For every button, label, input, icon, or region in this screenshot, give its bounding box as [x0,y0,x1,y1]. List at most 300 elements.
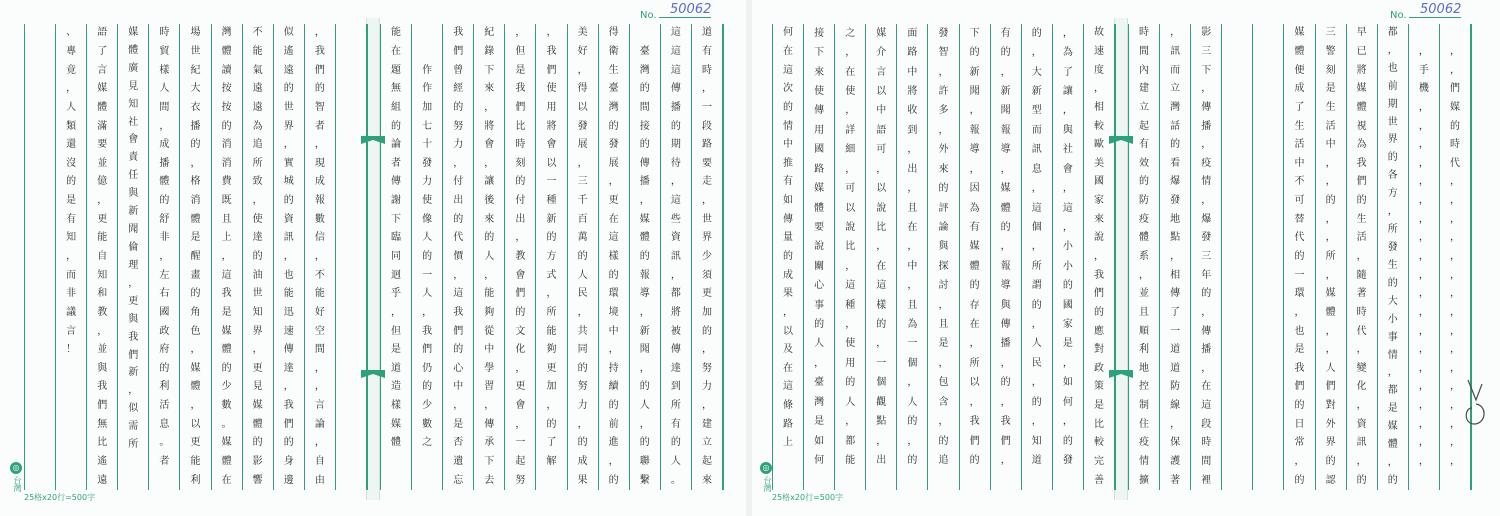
manuscript-cell: 在 [845,66,856,78]
manuscript-cell: 且 [938,319,949,331]
manuscript-cell: 億 [97,176,108,188]
manuscript-cell: 者 [314,120,325,132]
manuscript-cell [336,434,366,453]
manuscript-cell: 息 [159,418,170,430]
manuscript-cell [25,341,55,360]
manuscript-column [835,24,866,490]
manuscript-cell: 中 [783,139,794,151]
manuscript-cell: 這 [608,232,619,244]
manuscript-cell: 聯 [639,456,650,468]
manuscript-cell: 體 [1000,202,1011,214]
manuscript-cell: 環 [608,288,619,300]
manuscript-column [1222,24,1253,490]
manuscript-cell: 生 [1325,101,1336,113]
manuscript-column [630,24,661,490]
manuscript-cell: 新 [546,213,557,225]
manuscript-cell [1253,304,1283,323]
manuscript-cell: ， [1031,377,1042,389]
manuscript-cell: 播 [639,176,650,188]
manuscript-cell [25,434,55,453]
manuscript-cell: 條 [783,400,794,412]
manuscript-cell: 媒 [1387,421,1398,433]
manuscript-cell: 如 [1062,377,1073,389]
manuscript-cell: 的 [484,232,495,244]
manuscript-cell: 報 [1000,124,1011,136]
manuscript-cell: 從 [484,325,495,337]
manuscript-cell: 的 [907,454,918,466]
manuscript-cell: 的 [1387,152,1398,164]
manuscript-cell: ， [1449,232,1460,244]
manuscript-cell: ， [783,306,794,318]
manuscript-cell: ， [484,157,495,169]
manuscript-cell: 不 [1294,176,1305,188]
manuscript-cell: 家 [1093,195,1104,207]
manuscript-cell: 下 [391,213,402,225]
manuscript-cell: 各 [1387,170,1398,182]
manuscript-cell: 果 [783,288,794,300]
manuscript-cell: 傳 [1000,319,1011,331]
manuscript-cell: 的 [577,437,588,449]
manuscript-cell [25,322,55,341]
manuscript-cell: 聞 [1000,105,1011,117]
grid-size-label: 25格x20行=500字 [24,493,96,502]
manuscript-cell: 細 [845,144,856,156]
manuscript-column [1191,24,1222,490]
manuscript-column [87,24,118,490]
manuscript-cell: 氣 [252,64,263,76]
manuscript-cell: 媒 [128,26,139,38]
manuscript-cell: ， [1325,232,1336,244]
manuscript-cell: 更 [608,195,619,207]
manuscript-cell [25,285,55,304]
manuscript-cell: ， [1031,241,1042,253]
manuscript-cell: 的 [639,381,650,393]
manuscript-cell: 的 [783,251,794,262]
manuscript-cell: 社 [128,116,139,128]
manuscript-cell: 使 [814,85,825,97]
manuscript-cell: ， [453,157,464,169]
manuscript-cell: 爆 [1201,213,1212,225]
manuscript-cell: 自 [314,456,325,468]
manuscript-cell [1253,43,1283,62]
manuscript-cell: 者 [391,157,402,169]
manuscript-cell: 中 [453,381,464,393]
manuscript-column [536,24,567,490]
manuscript-cell: 們 [128,349,139,361]
manuscript-cell [336,43,366,62]
manuscript-cell [381,471,411,490]
manuscript-cell: 利 [190,474,201,486]
manuscript-cell: 道 [1170,344,1181,356]
manuscript-cell: ， [1418,306,1429,318]
manuscript-cell: ， [938,416,949,428]
manuscript-cell: 防 [1139,195,1150,207]
manuscript-cell: 所 [670,400,681,412]
manuscript-cell: 的 [1294,400,1305,412]
manuscript-cell: 對 [1325,400,1336,412]
manuscript-cell: 播 [670,101,681,113]
manuscript-cell: 這 [670,64,681,76]
manuscript-cell: 社 [1062,144,1073,156]
manuscript-cell: ， [1356,456,1367,468]
manuscript-cell: ， [1449,456,1460,468]
manuscript-cell: 資 [670,232,681,244]
manuscript-cell: 的 [907,416,918,428]
manuscript-cell: 由 [314,474,325,486]
manuscript-cell: 十 [422,139,433,151]
manuscript-cell: 力 [701,381,712,393]
manuscript-cell: 以 [546,157,557,169]
manuscript-cell: ， [1418,213,1429,225]
manuscript-cell: 立 [1139,101,1150,113]
manuscript-cell: 播 [190,120,201,132]
manuscript-cell: 歐 [1093,139,1104,151]
manuscript-cell [25,117,55,136]
manuscript-cell: 少 [422,400,433,412]
manuscript-cell: 點 [1170,232,1181,244]
manuscript-cell: 速 [283,325,294,337]
manuscript-cell: 小 [1062,241,1073,253]
manuscript-cell: 夠 [546,344,557,356]
manuscript-cell: 是 [814,416,825,428]
manuscript-cell: 的 [283,83,294,95]
manuscript-cell: 解 [546,456,557,468]
manuscript-cell [1253,471,1283,490]
manuscript-cell: 的 [252,251,263,262]
manuscript-cell: 自 [97,251,108,262]
manuscript-cell: 場 [190,27,201,39]
manuscript-cell [336,117,366,136]
manuscript-cell: ， [1325,269,1336,281]
manuscript-cell: 媒 [969,241,980,253]
manuscript-cell: ， [969,163,980,175]
manuscript-cell: 遺 [453,456,464,468]
manuscript-cell: 努 [515,474,526,486]
manuscript-cell: 續 [608,381,619,393]
manuscript-column [149,24,180,490]
grid-size-label: 25格x20行=500字 [772,493,844,502]
manuscript-cell: 都 [670,288,681,300]
manuscript-cell: 要 [701,157,712,169]
manuscript-cell: 習 [484,381,495,393]
manuscript-cell: 達 [283,362,294,374]
manuscript-cell: 播 [1201,344,1212,356]
manuscript-cell: 情 [783,120,794,132]
manuscript-cell: ， [608,344,619,356]
manuscript-cell: 體 [190,381,201,393]
manuscript-cell: ， [577,64,588,76]
manuscript-cell: 一 [876,357,887,369]
manuscript-cell: 我 [453,27,464,39]
manuscript-cell: 這 [1031,202,1042,214]
brand-label: 台灣 [13,476,22,492]
manuscript-cell: 能 [97,232,108,244]
manuscript-cell: 政 [1093,362,1104,374]
manuscript-cell [336,453,366,472]
manuscript-cell: 在 [907,221,918,233]
manuscript-cell: 按 [221,101,232,113]
manuscript-cell: 變 [1356,362,1367,374]
manuscript-cell: 知 [97,269,108,281]
manuscript-cell [1253,210,1283,229]
manuscript-cell: 有 [1139,139,1150,151]
manuscript-cell: 控 [1139,381,1150,393]
manuscript-cell: 個 [907,357,918,369]
manuscript-cell: 也 [283,269,294,281]
manuscript-cell: 情 [1139,456,1150,468]
manuscript-cell: 路 [907,47,918,59]
manuscript-cell: 活 [1356,232,1367,244]
manuscript-cell: 中 [484,344,495,356]
manuscript-cell: ， [938,66,949,78]
manuscript-cell: ， [1000,163,1011,175]
manuscript-cell: 化 [515,344,526,356]
manuscript-cell: 因 [969,183,980,195]
manuscript-cell: 言 [314,400,325,412]
manuscript-cell [866,471,896,490]
manuscript-cell: 中 [907,260,918,272]
manuscript-cell: 言 [66,325,77,337]
manuscript-cell: 善 [1093,474,1104,486]
manuscript-cell: 論 [391,139,402,151]
manuscript-cell [25,24,55,43]
manuscript-cell: 評 [938,202,949,214]
manuscript-cell: ， [1418,381,1429,393]
manuscript-cell: 國 [1062,299,1073,311]
manuscript-cell [1222,210,1252,229]
manuscript-cell [336,154,366,173]
manuscript-cell: 身 [283,456,294,468]
manuscript-cell: 的 [577,251,588,262]
manuscript-cell: 這 [1201,400,1212,412]
manuscript-cell: 還 [66,139,77,151]
manuscript-cell: 了 [1062,66,1073,78]
manuscript-cell: 見 [128,80,139,92]
manuscript-cell: 探 [938,260,949,272]
manuscript-cell: 知 [252,306,263,318]
manuscript-column [305,24,336,490]
manuscript-cell: 果 [577,474,588,486]
manuscript-cell: 傳 [670,344,681,356]
manuscript-cell [412,24,442,43]
manuscript-cell: 同 [391,251,402,262]
manuscript-cell: 面 [907,27,918,39]
manuscript-cell: 們 [422,344,433,356]
manuscript-cell: 之 [845,27,856,39]
manuscript-cell: ， [1449,437,1460,449]
manuscript-cell: ， [876,435,887,447]
manuscript-cell: 發 [577,120,588,132]
manuscript-cell [1253,24,1283,43]
manuscript-cell: ， [1170,27,1181,39]
manuscript-cell: 時 [701,64,712,76]
manuscript-cell: 話 [1170,120,1181,132]
manuscript-cell: 認 [1325,474,1336,486]
manuscript-cell: 以 [969,377,980,389]
manuscript-cell: 響 [252,474,263,486]
manuscript-cell: 需 [128,421,139,433]
manuscript-cell: 用 [814,124,825,136]
manuscript-cell: 紀 [190,64,201,76]
manuscript-cell: 體 [221,344,232,356]
manuscript-cell: 著 [1170,474,1181,486]
manuscript-cell: 討 [938,280,949,292]
manuscript-cell: 同 [577,344,588,356]
manuscript-column [243,24,274,490]
manuscript-cell: 以 [190,418,201,430]
manuscript-cell: 舒 [159,213,170,225]
manuscript-cell: 衣 [190,101,201,113]
manuscript-cell: 知 [66,232,77,244]
manuscript-column [443,24,474,490]
manuscript-cell: 些 [670,213,681,225]
manuscript-cell: 是 [190,232,201,244]
manuscript-cell: ， [969,396,980,408]
manuscript-cell: 傳 [670,83,681,95]
manuscript-cell: 且 [221,213,232,225]
manuscript-cell: 是 [515,64,526,76]
manuscript-cell: 的 [1000,221,1011,233]
manuscript-cell: 期 [670,139,681,151]
manuscript-cell: 何 [1062,396,1073,408]
manuscript-cell: 與 [97,362,108,374]
manuscript-cell: 了 [1170,306,1181,318]
manuscript-cell: 這 [1062,202,1073,214]
manuscript-cell: 的 [422,381,433,393]
manuscript-cell: 許 [938,85,949,97]
manuscript-cell: 的 [1325,195,1336,207]
manuscript-cell: ， [546,27,557,39]
manuscript-cell [1409,471,1439,490]
manuscript-cell: ， [1294,306,1305,318]
manuscript-cell: ！ [66,344,77,356]
manuscript-cell: 效 [1139,157,1150,169]
manuscript-column [1253,24,1284,490]
manuscript-cell: ， [845,416,856,428]
manuscript-cell: 體 [391,437,402,449]
manuscript-cell: ， [515,418,526,430]
manuscript-cell: 時 [1356,306,1367,318]
manuscript-column [25,24,56,490]
manuscript-cell: 夠 [484,306,495,318]
manuscript-column [1129,24,1160,490]
manuscript-cell: 來 [814,66,825,78]
no-label: No. [640,10,657,21]
manuscript-cell: 是 [391,344,402,356]
manuscript-cell: ， [159,120,170,132]
manuscript-cell: 的 [1325,456,1336,468]
manuscript-cell: 與 [938,241,949,253]
manuscript-cell: ， [1449,45,1460,57]
manuscript-cell: ， [1062,416,1073,428]
manuscript-cell: 是 [1093,400,1104,412]
manuscript-cell: 論 [314,418,325,430]
manuscript-cell [1440,24,1470,43]
manuscript-cell [1222,341,1252,360]
manuscript-cell: 的 [190,139,201,151]
manuscript-cell: 的 [66,176,77,188]
manuscript-cell: 代 [1449,157,1460,169]
manuscript-cell [336,61,366,80]
manuscript-cell: 成 [1294,83,1305,95]
manuscript-cell: ， [876,338,887,350]
manuscript-cell: ， [1449,381,1460,393]
manuscript-cell: 外 [938,144,949,156]
manuscript-grid-left-b [380,24,724,490]
manuscript-cell: 體 [1139,232,1150,244]
manuscript-cell: 說 [1093,232,1104,244]
manuscript-cell: 一 [907,338,918,350]
manuscript-cell: ， [1387,44,1398,56]
manuscript-cell: ， [969,338,980,350]
manuscript-cell: 七 [422,120,433,132]
manuscript-cell: 的 [814,319,825,331]
manuscript-cell: ， [1387,367,1398,379]
manuscript-cell: 力 [422,176,433,188]
manuscript-cell: 畫 [190,269,201,281]
manuscript-cell [336,229,366,248]
manuscript-cell: 會 [1062,163,1073,175]
manuscript-cell: 要 [814,221,825,233]
manuscript-cell: 沒 [66,157,77,169]
manuscript-cell [25,192,55,211]
manuscript-cell: 多 [938,105,949,117]
manuscript-cell: 相 [1093,101,1104,113]
manuscript-cell: 的 [283,437,294,449]
manuscript-cell: 訊 [1356,437,1367,449]
manuscript-cell: ， [1356,400,1367,412]
manuscript-cell: 樣 [159,64,170,76]
manuscript-cell: 要 [97,139,108,151]
manuscript-cell: 聞 [128,224,139,236]
manuscript-cell [536,471,566,490]
manuscript-cell: 媒 [814,183,825,195]
manuscript-cell: 臺 [639,45,650,57]
manuscript-cell: 的 [969,454,980,466]
manuscript-column [505,24,536,490]
manuscript-cell [336,24,366,43]
manuscript-cell: 更 [701,288,712,300]
manuscript-cell: 也 [1387,62,1398,74]
manuscript-cell: 將 [907,85,918,97]
manuscript-cell: 語 [97,27,108,39]
manuscript-cell: 前 [1387,80,1398,92]
manuscript-cell: 護 [1170,456,1181,468]
manuscript-cell: 類 [66,120,77,132]
manuscript-cell: 貿 [159,45,170,57]
manuscript-cell: 遙 [97,456,108,468]
manuscript-cell: 的 [422,251,433,262]
manuscript-cell: 道 [1170,362,1181,374]
manuscript-cell: 存 [969,299,980,311]
manuscript-cell: 是 [453,418,464,430]
manuscript-cell: 的 [845,377,856,389]
manuscript-cell: ， [314,251,325,262]
manuscript-cell: ， [1449,64,1460,76]
manuscript-cell: 。 [159,437,170,449]
manuscript-cell: 們 [453,325,464,337]
manuscript-cell: 灣 [608,101,619,113]
manuscript-cell: 讀 [221,64,232,76]
manuscript-cell: 樣 [876,299,887,311]
manuscript-cell: 中 [1325,139,1336,151]
manuscript-cell: ， [701,195,712,207]
manuscript-cell: ， [515,27,526,39]
manuscript-cell: 們 [546,64,557,76]
manuscript-cell: 百 [577,213,588,225]
manuscript-cell: 種 [845,299,856,311]
manuscript-cell: 的 [1000,377,1011,389]
